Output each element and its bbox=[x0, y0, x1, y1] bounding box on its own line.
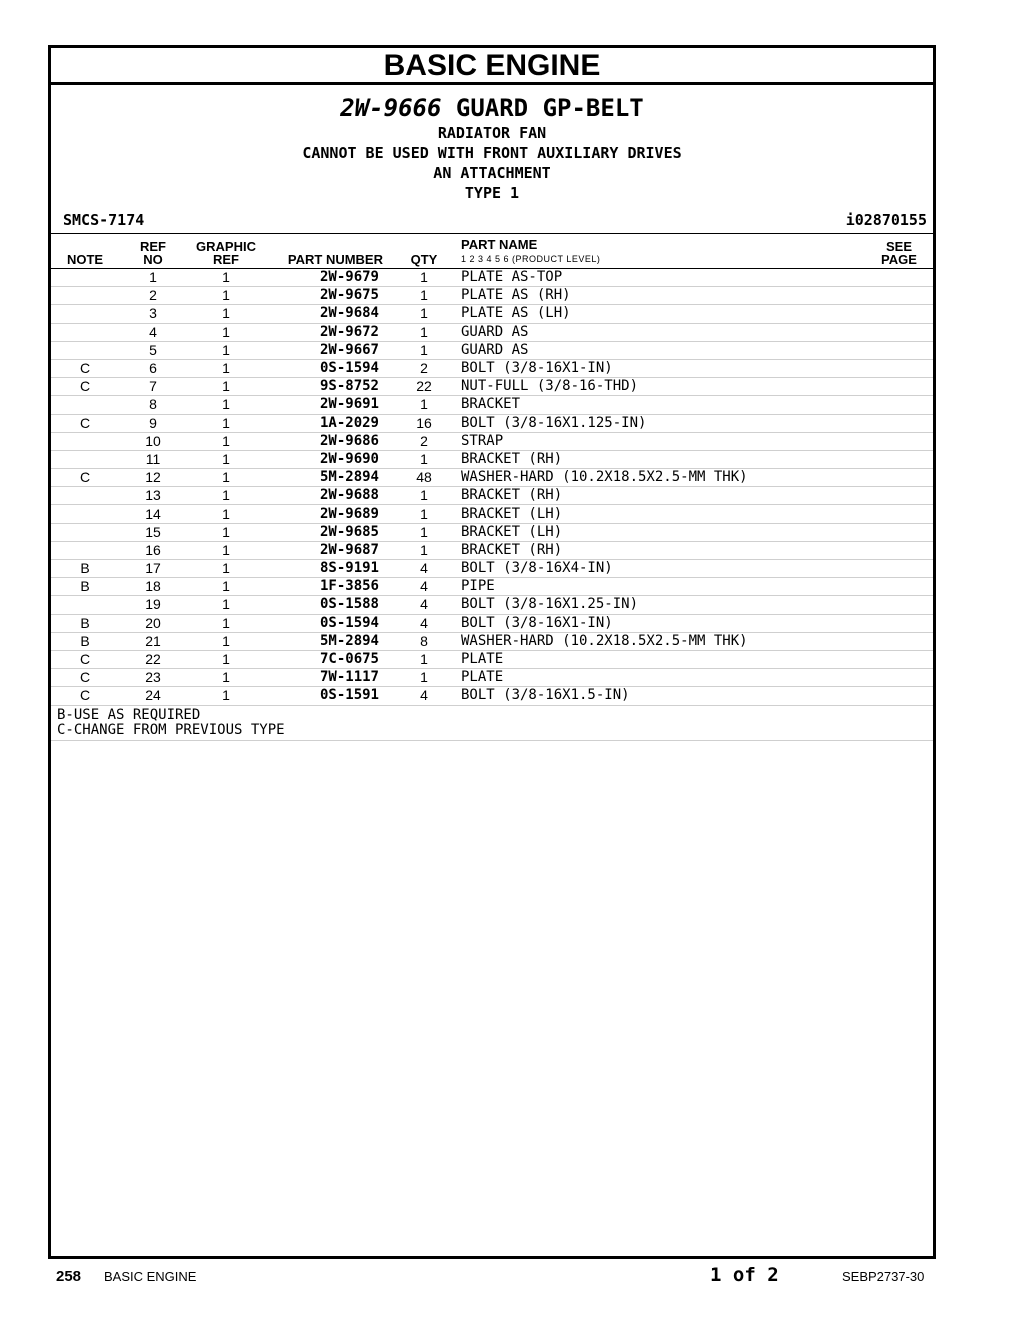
group-header bbox=[51, 85, 933, 203]
see-page-cell bbox=[865, 450, 933, 468]
col-ref-no: REF NO bbox=[119, 234, 187, 269]
graphic-ref-cell: 1 bbox=[187, 396, 265, 414]
note-cell: C bbox=[51, 359, 119, 377]
part-name-cell: BRACKET (RH) bbox=[455, 541, 865, 559]
graphic-ref-cell: 1 bbox=[187, 560, 265, 578]
qty-cell: 1 bbox=[393, 541, 455, 559]
table-row bbox=[51, 614, 933, 632]
note-cell bbox=[51, 432, 119, 450]
note-cell bbox=[51, 450, 119, 468]
table-row bbox=[51, 323, 933, 341]
see-page-cell bbox=[865, 541, 933, 559]
see-page-cell bbox=[865, 341, 933, 359]
graphic-ref-cell: 1 bbox=[187, 469, 265, 487]
table-row bbox=[51, 469, 933, 487]
part-number-cell: 0S-1591 bbox=[265, 687, 393, 705]
part-name-cell: BRACKET (RH) bbox=[455, 487, 865, 505]
table-row bbox=[51, 669, 933, 687]
part-number-cell: 7W-1117 bbox=[265, 669, 393, 687]
qty-cell: 1 bbox=[393, 450, 455, 468]
see-page-cell bbox=[865, 487, 933, 505]
graphic-ref-cell: 1 bbox=[187, 305, 265, 323]
part-number-cell: 2W-9667 bbox=[265, 341, 393, 359]
graphic-ref-cell: 1 bbox=[187, 614, 265, 632]
table-row bbox=[51, 396, 933, 414]
qty-cell: 48 bbox=[393, 469, 455, 487]
qty-cell: 1 bbox=[393, 341, 455, 359]
ref-no-cell: 11 bbox=[119, 450, 187, 468]
section-title: BASIC ENGINE bbox=[51, 48, 933, 85]
ref-no-cell: 15 bbox=[119, 523, 187, 541]
part-number-cell: 2W-9687 bbox=[265, 541, 393, 559]
table-row bbox=[51, 560, 933, 578]
part-name-cell: PIPE bbox=[455, 578, 865, 596]
note-cell: C bbox=[51, 687, 119, 705]
note-c: C-CHANGE FROM PREVIOUS TYPE bbox=[57, 721, 285, 738]
table-row bbox=[51, 269, 933, 287]
see-page-cell bbox=[865, 469, 933, 487]
note-cell bbox=[51, 487, 119, 505]
ref-no-cell: 2 bbox=[119, 287, 187, 305]
note-cell: B bbox=[51, 578, 119, 596]
note-cell: C bbox=[51, 469, 119, 487]
qty-cell: 4 bbox=[393, 614, 455, 632]
part-name-cell: PLATE bbox=[455, 669, 865, 687]
see-page-cell bbox=[865, 596, 933, 614]
group-line-3: AN ATTACHMENT bbox=[433, 164, 551, 182]
ref-no-cell: 1 bbox=[119, 269, 187, 287]
part-name-cell: PLATE AS (LH) bbox=[455, 305, 865, 323]
part-number-cell: 2W-9686 bbox=[265, 432, 393, 450]
see-page-cell bbox=[865, 669, 933, 687]
part-name-cell: BOLT (3/8-16X1-IN) bbox=[455, 614, 865, 632]
identifier-row bbox=[51, 207, 933, 233]
part-number-cell: 1F-3856 bbox=[265, 578, 393, 596]
part-number-cell: 5M-2894 bbox=[265, 632, 393, 650]
note-cell bbox=[51, 269, 119, 287]
part-name-cell: WASHER-HARD (10.2X18.5X2.5-MM THK) bbox=[455, 632, 865, 650]
ref-no-cell: 12 bbox=[119, 469, 187, 487]
table-row bbox=[51, 450, 933, 468]
table-row bbox=[51, 414, 933, 432]
document-id: SEBP2737-30 bbox=[842, 1269, 925, 1284]
ref-no-cell: 20 bbox=[119, 614, 187, 632]
part-name-cell: PLATE bbox=[455, 650, 865, 668]
note-cell: C bbox=[51, 414, 119, 432]
part-name-cell: BRACKET (LH) bbox=[455, 523, 865, 541]
part-name-cell: BOLT (3/8-16X1.5-IN) bbox=[455, 687, 865, 705]
col-note: NOTE bbox=[51, 234, 119, 269]
table-row bbox=[51, 541, 933, 559]
ref-no-cell: 4 bbox=[119, 323, 187, 341]
col-graphic-ref: GRAPHIC REF bbox=[187, 234, 265, 269]
ref-no-cell: 9 bbox=[119, 414, 187, 432]
ref-no-cell: 24 bbox=[119, 687, 187, 705]
ref-no-cell: 17 bbox=[119, 560, 187, 578]
qty-cell: 1 bbox=[393, 396, 455, 414]
part-name-cell: PLATE AS (RH) bbox=[455, 287, 865, 305]
qty-cell: 1 bbox=[393, 269, 455, 287]
ref-no-cell: 21 bbox=[119, 632, 187, 650]
part-number-cell: 2W-9679 bbox=[265, 269, 393, 287]
page-of: 1 of 2 bbox=[710, 1264, 779, 1286]
note-cell bbox=[51, 287, 119, 305]
part-name-cell: GUARD AS bbox=[455, 341, 865, 359]
part-name-cell: BRACKET bbox=[455, 396, 865, 414]
graphic-ref-cell: 1 bbox=[187, 632, 265, 650]
col-qty: QTY bbox=[393, 234, 455, 269]
part-name-cell: BOLT (3/8-16X4-IN) bbox=[455, 560, 865, 578]
qty-cell: 1 bbox=[393, 523, 455, 541]
graphic-ref-cell: 1 bbox=[187, 287, 265, 305]
qty-cell: 1 bbox=[393, 287, 455, 305]
table-row bbox=[51, 378, 933, 396]
table-row bbox=[51, 305, 933, 323]
ref-no-cell: 14 bbox=[119, 505, 187, 523]
see-page-cell bbox=[865, 287, 933, 305]
qty-cell: 1 bbox=[393, 650, 455, 668]
part-name-cell: NUT-FULL (3/8-16-THD) bbox=[455, 378, 865, 396]
table-row bbox=[51, 359, 933, 377]
see-page-cell bbox=[865, 560, 933, 578]
see-page-cell bbox=[865, 378, 933, 396]
table-row bbox=[51, 432, 933, 450]
ref-no-cell: 5 bbox=[119, 341, 187, 359]
ref-no-cell: 3 bbox=[119, 305, 187, 323]
page-frame bbox=[48, 45, 936, 1259]
part-name-cell: BOLT (3/8-16X1.25-IN) bbox=[455, 596, 865, 614]
see-page-cell bbox=[865, 505, 933, 523]
graphic-ref-cell: 1 bbox=[187, 323, 265, 341]
note-cell bbox=[51, 396, 119, 414]
illustration-id: i02870155 bbox=[845, 211, 927, 229]
table-row bbox=[51, 596, 933, 614]
ref-no-cell: 16 bbox=[119, 541, 187, 559]
ref-no-cell: 18 bbox=[119, 578, 187, 596]
part-name-cell: GUARD AS bbox=[455, 323, 865, 341]
graphic-ref-cell: 1 bbox=[187, 414, 265, 432]
note-cell: C bbox=[51, 650, 119, 668]
graphic-ref-cell: 1 bbox=[187, 378, 265, 396]
qty-cell: 1 bbox=[393, 323, 455, 341]
graphic-ref-cell: 1 bbox=[187, 359, 265, 377]
table-row bbox=[51, 578, 933, 596]
note-cell bbox=[51, 305, 119, 323]
note-cell: B bbox=[51, 632, 119, 650]
note-cell: B bbox=[51, 614, 119, 632]
page-footer bbox=[0, 1264, 1020, 1294]
graphic-ref-cell: 1 bbox=[187, 505, 265, 523]
part-number-cell: 7C-0675 bbox=[265, 650, 393, 668]
graphic-ref-cell: 1 bbox=[187, 432, 265, 450]
note-cell bbox=[51, 523, 119, 541]
part-number-cell: 2W-9675 bbox=[265, 287, 393, 305]
part-number-cell: 1A-2029 bbox=[265, 414, 393, 432]
see-page-cell bbox=[865, 359, 933, 377]
qty-cell: 1 bbox=[393, 305, 455, 323]
col-see-page: SEE PAGE bbox=[865, 234, 933, 269]
see-page-cell bbox=[865, 269, 933, 287]
table-row bbox=[51, 687, 933, 705]
product-level-label: 1 2 3 4 5 6 (PRODUCT LEVEL) bbox=[461, 254, 601, 264]
note-cell: B bbox=[51, 560, 119, 578]
qty-cell: 1 bbox=[393, 669, 455, 687]
note-cell bbox=[51, 505, 119, 523]
qty-cell: 8 bbox=[393, 632, 455, 650]
note-b: B-USE AS REQUIRED bbox=[57, 706, 201, 723]
note-cell bbox=[51, 596, 119, 614]
qty-cell: 22 bbox=[393, 378, 455, 396]
part-name-cell: WASHER-HARD (10.2X18.5X2.5-MM THK) bbox=[455, 469, 865, 487]
see-page-cell bbox=[865, 650, 933, 668]
ref-no-cell: 7 bbox=[119, 378, 187, 396]
qty-cell: 1 bbox=[393, 505, 455, 523]
table-row bbox=[51, 505, 933, 523]
group-title bbox=[51, 93, 933, 123]
note-cell bbox=[51, 341, 119, 359]
group-line-1: RADIATOR FAN bbox=[437, 124, 547, 142]
see-page-cell bbox=[865, 414, 933, 432]
note-cell: C bbox=[51, 378, 119, 396]
ref-no-cell: 10 bbox=[119, 432, 187, 450]
group-part-number: 2W-9666 bbox=[340, 94, 442, 122]
graphic-ref-cell: 1 bbox=[187, 341, 265, 359]
see-page-cell bbox=[865, 396, 933, 414]
graphic-ref-cell: 1 bbox=[187, 450, 265, 468]
note-cell: C bbox=[51, 669, 119, 687]
part-number-cell: 2W-9688 bbox=[265, 487, 393, 505]
part-number-cell: 8S-9191 bbox=[265, 560, 393, 578]
see-page-cell bbox=[865, 305, 933, 323]
group-line-2: CANNOT BE USED WITH FRONT AUXILIARY DRIVES bbox=[302, 144, 682, 162]
col-part-name: PART NAME 1 2 3 4 5 6 (PRODUCT LEVEL) bbox=[455, 234, 865, 269]
qty-cell: 4 bbox=[393, 596, 455, 614]
part-name-cell: STRAP bbox=[455, 432, 865, 450]
qty-cell: 4 bbox=[393, 578, 455, 596]
col-part-number: PART NUMBER bbox=[265, 234, 393, 269]
table-row bbox=[51, 341, 933, 359]
part-number-cell: 0S-1588 bbox=[265, 596, 393, 614]
see-page-cell bbox=[865, 432, 933, 450]
ref-no-cell: 22 bbox=[119, 650, 187, 668]
table-row bbox=[51, 487, 933, 505]
qty-cell: 2 bbox=[393, 359, 455, 377]
ref-no-cell: 23 bbox=[119, 669, 187, 687]
see-page-cell bbox=[865, 614, 933, 632]
graphic-ref-cell: 1 bbox=[187, 578, 265, 596]
part-number-cell: 2W-9691 bbox=[265, 396, 393, 414]
ref-no-cell: 8 bbox=[119, 396, 187, 414]
graphic-ref-cell: 1 bbox=[187, 523, 265, 541]
part-number-cell: 5M-2894 bbox=[265, 469, 393, 487]
ref-no-cell: 6 bbox=[119, 359, 187, 377]
see-page-cell bbox=[865, 523, 933, 541]
parts-table bbox=[51, 233, 933, 706]
part-number-cell: 0S-1594 bbox=[265, 614, 393, 632]
part-number-cell: 9S-8752 bbox=[265, 378, 393, 396]
parts-table-header bbox=[51, 234, 933, 269]
table-row bbox=[51, 523, 933, 541]
qty-cell: 4 bbox=[393, 560, 455, 578]
part-name-cell: BOLT (3/8-16X1-IN) bbox=[455, 359, 865, 377]
part-name-cell: PLATE AS-TOP bbox=[455, 269, 865, 287]
part-name-cell: BRACKET (RH) bbox=[455, 450, 865, 468]
see-page-cell bbox=[865, 632, 933, 650]
table-row bbox=[51, 632, 933, 650]
part-number-cell: 2W-9689 bbox=[265, 505, 393, 523]
footer-section: BASIC ENGINE bbox=[104, 1269, 197, 1284]
part-number-cell: 0S-1594 bbox=[265, 359, 393, 377]
see-page-cell bbox=[865, 578, 933, 596]
qty-cell: 1 bbox=[393, 487, 455, 505]
see-page-cell bbox=[865, 323, 933, 341]
table-row bbox=[51, 287, 933, 305]
graphic-ref-cell: 1 bbox=[187, 541, 265, 559]
page-number: 258 bbox=[56, 1268, 82, 1285]
ref-no-cell: 13 bbox=[119, 487, 187, 505]
graphic-ref-cell: 1 bbox=[187, 596, 265, 614]
graphic-ref-cell: 1 bbox=[187, 687, 265, 705]
part-number-cell: 2W-9684 bbox=[265, 305, 393, 323]
part-number-cell: 2W-9690 bbox=[265, 450, 393, 468]
notes-legend bbox=[51, 706, 933, 741]
qty-cell: 4 bbox=[393, 687, 455, 705]
part-name-cell: BRACKET (LH) bbox=[455, 505, 865, 523]
part-number-cell: 2W-9685 bbox=[265, 523, 393, 541]
part-number-cell: 2W-9672 bbox=[265, 323, 393, 341]
graphic-ref-cell: 1 bbox=[187, 669, 265, 687]
group-line-4: TYPE 1 bbox=[464, 184, 520, 202]
part-name-cell: BOLT (3/8-16X1.125-IN) bbox=[455, 414, 865, 432]
graphic-ref-cell: 1 bbox=[187, 269, 265, 287]
table-row bbox=[51, 650, 933, 668]
see-page-cell bbox=[865, 687, 933, 705]
graphic-ref-cell: 1 bbox=[187, 487, 265, 505]
graphic-ref-cell: 1 bbox=[187, 650, 265, 668]
note-cell bbox=[51, 323, 119, 341]
group-name: GUARD GP-BELT bbox=[455, 94, 644, 122]
ref-no-cell: 19 bbox=[119, 596, 187, 614]
qty-cell: 2 bbox=[393, 432, 455, 450]
qty-cell: 16 bbox=[393, 414, 455, 432]
note-cell bbox=[51, 541, 119, 559]
smcs-code: SMCS-7174 bbox=[63, 211, 145, 229]
